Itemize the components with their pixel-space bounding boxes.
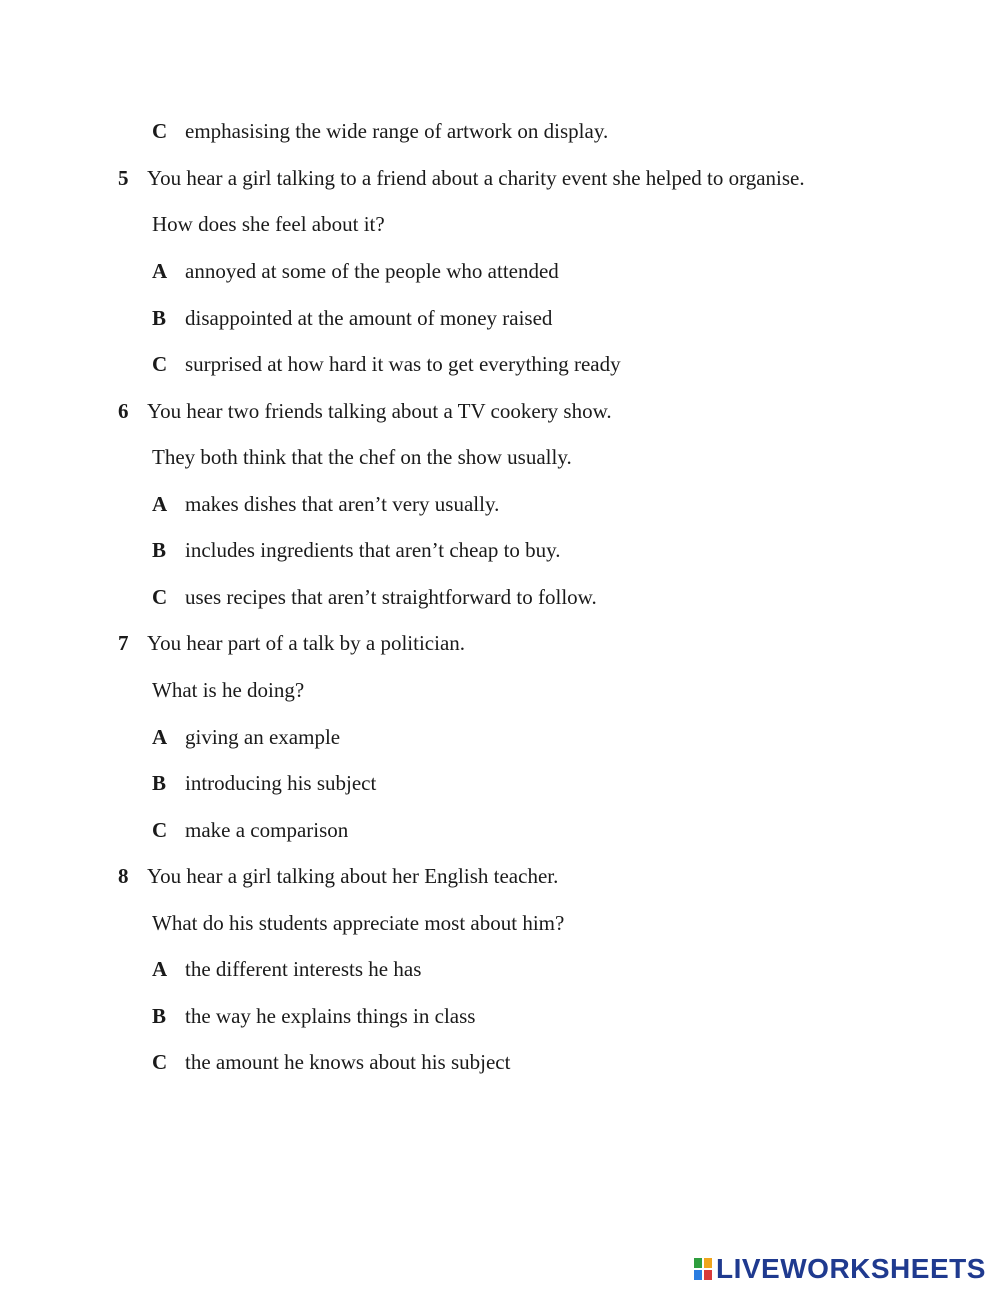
stem-text: What do his students appreciate most about him? xyxy=(152,911,565,935)
question-number: 8 xyxy=(118,864,129,888)
option-letter: A xyxy=(152,725,168,749)
stem-text: What is he doing? xyxy=(152,678,305,702)
option-text: emphasising the wide range of artwork on display. xyxy=(185,119,609,143)
stem-text: They both think that the chef on the show usually. xyxy=(152,445,572,469)
option-letter: C xyxy=(152,352,168,376)
logo-mark-icon xyxy=(693,1257,713,1281)
logo-mark-cell xyxy=(693,1269,703,1281)
question-text: You hear two friends talking about a TV cookery show. xyxy=(147,399,612,423)
option-letter: A xyxy=(152,259,168,283)
question-text: You hear a girl talking to a friend about a charity event she helped to organise. xyxy=(147,166,805,190)
logo-text: LIVEWORKSHEETS xyxy=(716,1253,986,1284)
option-letter: C xyxy=(152,585,168,609)
question-number: 5 xyxy=(118,166,129,190)
option-letter: B xyxy=(152,1004,167,1028)
logo-mark-cell xyxy=(703,1269,713,1281)
option-text: surprised at how hard it was to get everything ready xyxy=(185,352,621,376)
option-text: annoyed at some of the people who attended xyxy=(185,259,559,283)
option-letter: B xyxy=(152,306,167,330)
option-letter: C xyxy=(152,119,168,143)
option-letter: A xyxy=(152,492,168,516)
option-letter: B xyxy=(152,538,167,562)
question-number: 7 xyxy=(118,631,129,655)
option-letter: B xyxy=(152,771,167,795)
stem-text: How does she feel about it? xyxy=(152,212,385,236)
question-text: You hear part of a talk by a politician. xyxy=(147,631,466,655)
question-number: 6 xyxy=(118,399,129,423)
logo-mark-cell xyxy=(693,1257,703,1269)
question-text: You hear a girl talking about her English teacher. xyxy=(147,864,559,888)
option-letter: C xyxy=(152,818,168,842)
option-letter: C xyxy=(152,1050,168,1074)
option-text: the way he explains things in class xyxy=(185,1004,476,1028)
option-text: giving an example xyxy=(185,725,341,749)
option-letter: A xyxy=(152,957,168,981)
option-text: uses recipes that aren’t straightforward to follow. xyxy=(185,585,597,609)
option-text: disappointed at the amount of money raised xyxy=(185,306,553,330)
liveworksheets-logo[interactable] xyxy=(693,1253,986,1285)
option-text: includes ingredients that aren’t cheap to buy. xyxy=(185,538,561,562)
option-text: the different interests he has xyxy=(185,957,422,981)
option-text: introducing his subject xyxy=(185,771,377,795)
option-text: the amount he knows about his subject xyxy=(185,1050,511,1074)
option-text: make a comparison xyxy=(185,818,349,842)
logo-mark-cell xyxy=(703,1257,713,1269)
option-text: makes dishes that aren’t very usually. xyxy=(185,492,500,516)
